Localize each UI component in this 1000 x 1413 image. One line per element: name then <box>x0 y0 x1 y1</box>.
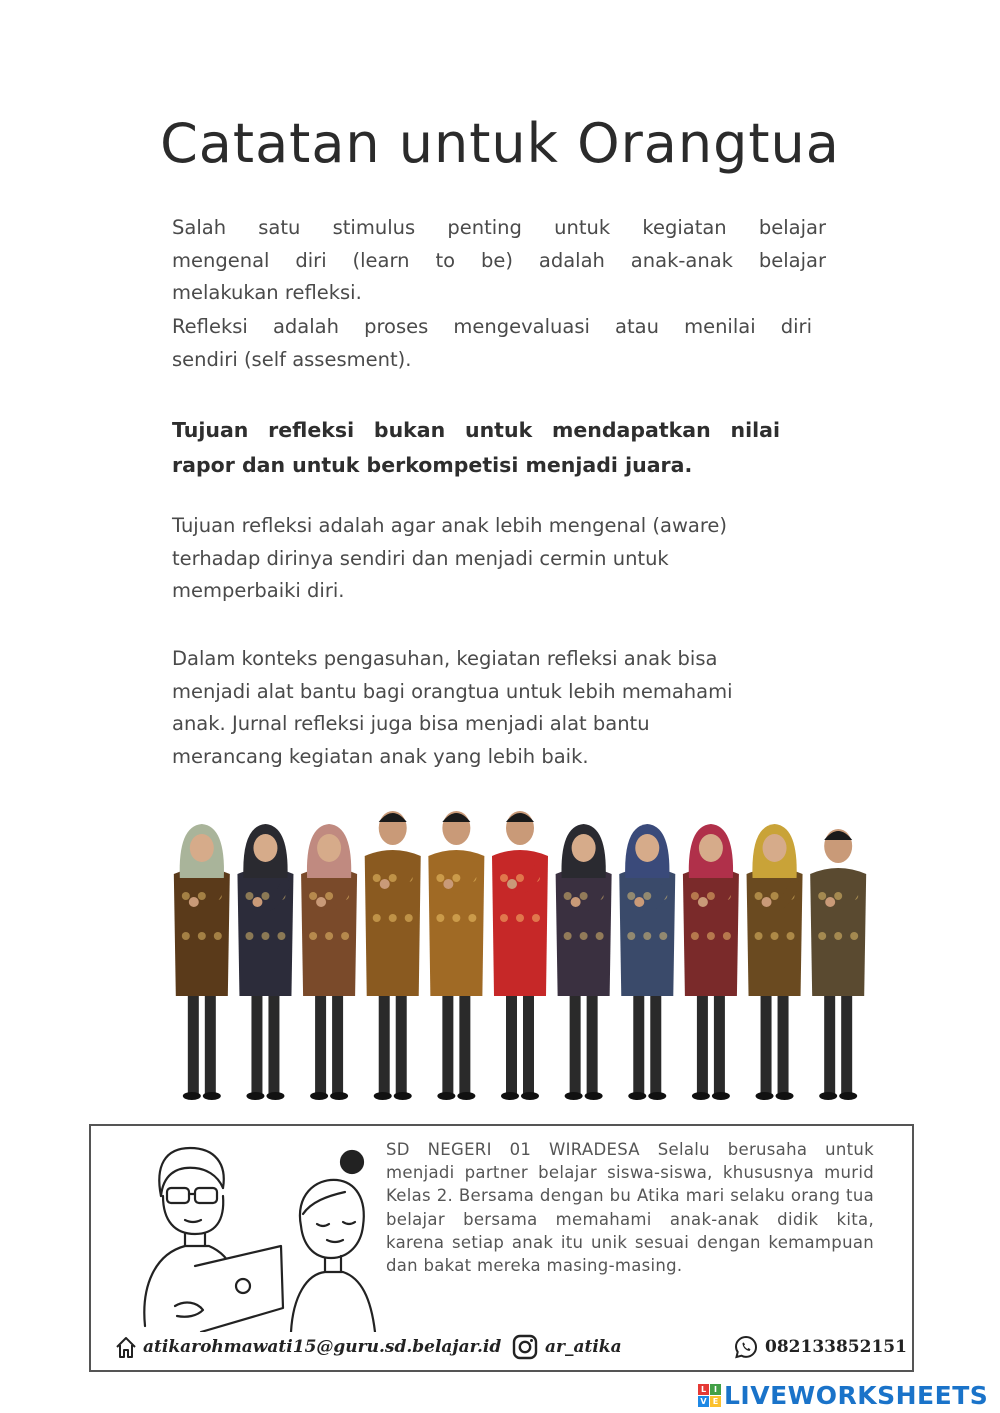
person-figure <box>619 824 675 1100</box>
instagram-icon <box>511 1333 539 1361</box>
person-figure <box>556 824 612 1100</box>
phone-number[interactable]: 082133852151 <box>765 1337 907 1357</box>
person-figure <box>810 829 866 1100</box>
logo-letter: I <box>710 1384 721 1395</box>
person-figure <box>301 824 357 1100</box>
purpose-line: memperbaiki diri. <box>172 579 345 602</box>
context-line: anak. Jurnal refleksi juga bisa menjadi alat bantu <box>172 712 650 735</box>
intro-line: mengenal diri (learn to be) adalah anak-anak belajar <box>172 248 826 272</box>
person-figure <box>747 824 803 1100</box>
instagram-contact <box>511 1332 622 1362</box>
context-line: Dalam konteks pengasuhan, kegiatan refleksi anak bisa <box>172 647 718 670</box>
person-figure <box>492 811 548 1100</box>
reflection-definition-line: Refleksi adalah proses mengevaluasi atau menilai diri <box>172 315 812 338</box>
school-description: SD NEGERI 01 WIRADESA Selalu berusaha untuk menjadi partner belajar siswa-siswa, khususnya murid Kelas 2. Bersama dengan bu Atika mari selaku orang tua belajar bersama memahami anak-anak didik kita, karena setiap anak itu unik sesuai dengan kemampuan dan bakat mereka masing-masing. <box>386 1140 874 1276</box>
purpose-line: Tujuan refleksi adalah agar anak lebih mengenal (aware) <box>172 514 728 537</box>
person-figure <box>365 811 421 1100</box>
reflection-definition-line: sendiri (self assesment). <box>172 347 412 371</box>
person-figure <box>174 824 230 1100</box>
intro-line: melakukan refleksi. <box>172 281 362 304</box>
logo-letter: L <box>698 1384 709 1395</box>
email-text[interactable]: atikarohmawati15@guru.sd.belajar.id <box>143 1337 502 1357</box>
context-line: menjadi alat bantu bagi orangtua untuk lebih memahami <box>172 679 733 703</box>
context-line: merancang kegiatan anak yang lebih baik. <box>172 744 589 768</box>
page-title: Catatan untuk Orangtua <box>160 112 840 175</box>
instagram-handle[interactable]: ar_atika <box>545 1337 622 1357</box>
liveworksheets-logo-icon <box>698 1384 721 1407</box>
whatsapp-icon <box>733 1334 759 1360</box>
liveworksheets-text: LIVEWORKSHEETS <box>724 1380 989 1410</box>
teacher-parent-illustration <box>105 1136 377 1332</box>
logo-letter: E <box>710 1396 721 1407</box>
bold-statement-line: rapor dan untuk berkompetisi menjadi juara. <box>172 453 693 477</box>
group-photo <box>170 786 870 1111</box>
person-figure <box>237 824 293 1100</box>
purpose-line: terhadap dirinya sendiri dan menjadi cermin untuk <box>172 546 669 570</box>
person-figure <box>428 811 484 1100</box>
intro-line: Salah satu stimulus penting untuk kegiatan belajar <box>172 216 826 239</box>
info-box <box>89 1124 914 1372</box>
logo-letter: V <box>698 1396 709 1407</box>
liveworksheets-watermark <box>698 1380 988 1410</box>
bold-statement-line: Tujuan refleksi bukan untuk mendapatkan nilai <box>172 418 780 442</box>
person-figure <box>683 824 739 1100</box>
email-contact <box>115 1332 501 1362</box>
whatsapp-contact <box>733 1332 907 1362</box>
home-icon <box>115 1335 137 1359</box>
